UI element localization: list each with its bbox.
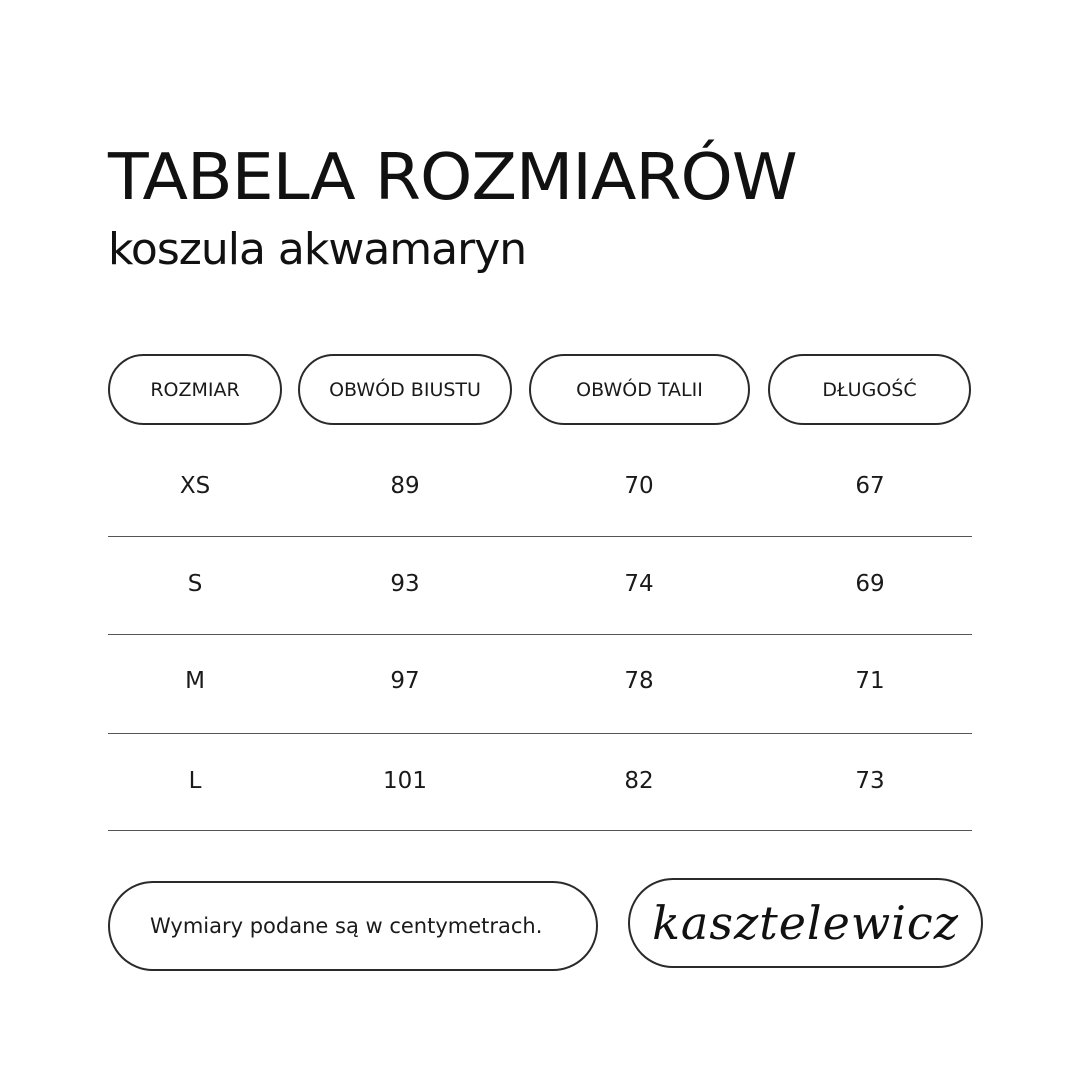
column-header-size: ROZMIAR xyxy=(108,354,282,425)
table-cell: 93 xyxy=(390,571,420,597)
column-header-bust: OBWÓD BIUSTU xyxy=(298,354,512,425)
table-cell: S xyxy=(187,571,203,597)
table-cell: 74 xyxy=(624,571,654,597)
table-cell: 97 xyxy=(390,668,420,694)
table-cell: L xyxy=(188,768,202,794)
table-cell: 73 xyxy=(855,768,885,794)
table-cell: 78 xyxy=(624,668,654,694)
units-note: Wymiary podane są w centymetrach. xyxy=(108,881,598,971)
brand-logo xyxy=(628,878,983,968)
table-cell: 67 xyxy=(855,473,885,499)
table-cell: M xyxy=(185,668,205,694)
brand-wordmark: kasztelewicz xyxy=(652,896,959,950)
table-cell: 69 xyxy=(855,571,885,597)
row-divider xyxy=(108,830,972,831)
row-divider xyxy=(108,536,972,537)
column-header-length: DŁUGOŚĆ xyxy=(768,354,971,425)
table-cell: 82 xyxy=(624,768,654,794)
page-subtitle: koszula akwamaryn xyxy=(108,224,527,275)
table-cell: 70 xyxy=(624,473,654,499)
table-cell: XS xyxy=(179,473,211,499)
table-cell: 71 xyxy=(855,668,885,694)
row-divider xyxy=(108,634,972,635)
column-header-waist: OBWÓD TALII xyxy=(529,354,750,425)
row-divider xyxy=(108,733,972,734)
table-cell: 89 xyxy=(390,473,420,499)
table-cell: 101 xyxy=(383,768,427,794)
page-title: TABELA ROZMIARÓW xyxy=(108,141,797,215)
